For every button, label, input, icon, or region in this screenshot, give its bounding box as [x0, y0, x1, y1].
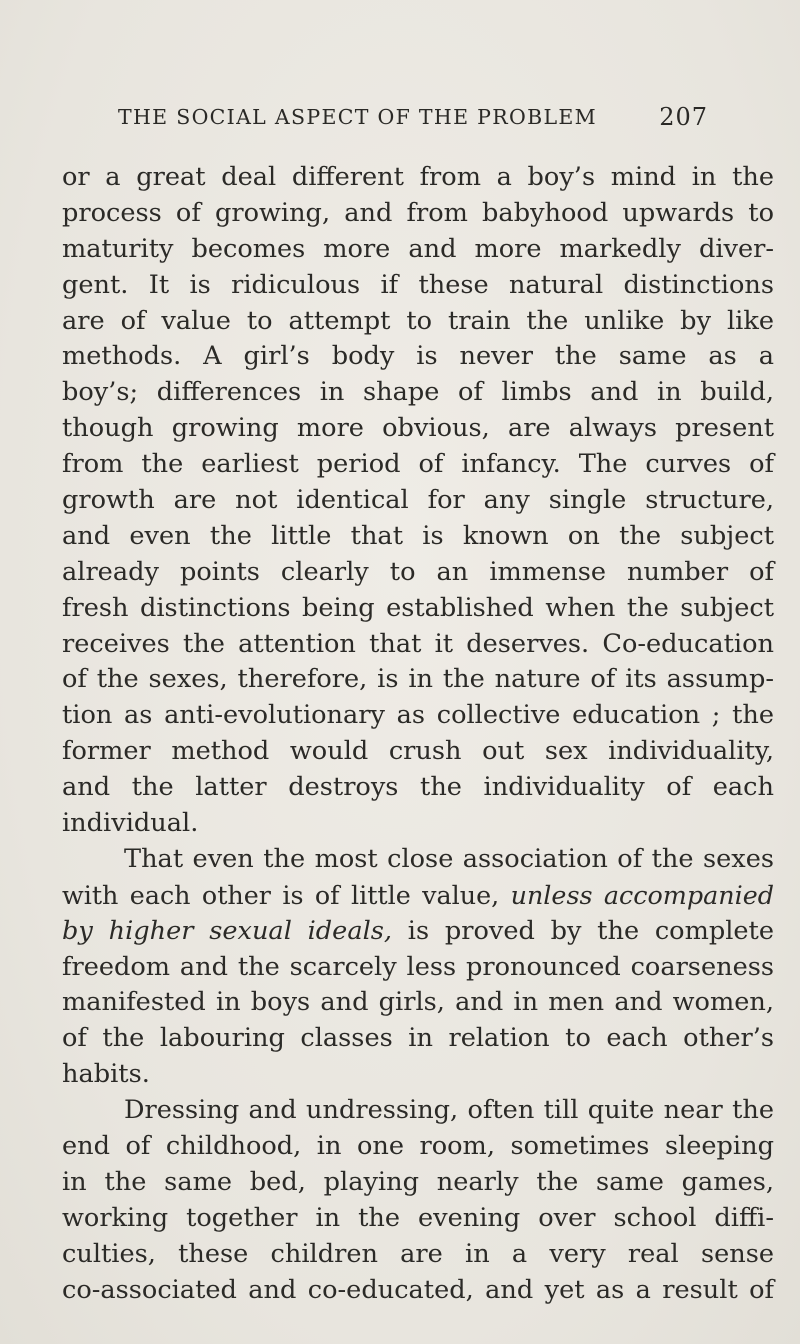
text-line: culties, these children are in a very real sense [62, 1238, 774, 1269]
text-line: freedom and the scarcely less pronounced coarseness [62, 951, 774, 982]
italic-emphasis: unless accompanied [510, 879, 774, 910]
text-line: growth are not identical for any single structure, [62, 485, 774, 516]
text-line [62, 914, 774, 950]
text-line: working together in the evening over school diffi- [62, 1202, 774, 1233]
running-head-title: THE SOCIAL ASPECT OF THE PROBLEM [118, 105, 597, 129]
text-segment: is proved by the complete [392, 915, 774, 946]
body-text [62, 160, 774, 1309]
text-line: methods. A girl’s body is never the same as a [62, 341, 774, 372]
italic-emphasis: by higher sexual ideals, [62, 915, 393, 946]
text-line: though growing more obvious, are always present [62, 413, 774, 444]
text-line: receives the attention that it deserves. Co-education [62, 628, 774, 659]
paragraph-start-line: That even the most close association of the sexes [124, 843, 774, 874]
text-line: boy’s; differences in shape of limbs and in build, [62, 377, 774, 408]
text-line: gent. It is ridiculous if these natural distinctions [62, 269, 774, 300]
paragraph-end-line: individual. [62, 808, 199, 839]
text-line: former method would crush out sex individuality, [62, 736, 774, 767]
text-line: or a great deal different from a boy’s mind in the [62, 162, 774, 192]
text-line: from the earliest period of infancy. The curves of [62, 449, 774, 480]
text-line: co-associated and co-educated, and yet as a result of [62, 1274, 774, 1305]
text-line: manifested in boys and girls, and in men and women, [62, 987, 774, 1018]
text-line: tion as anti-evolutionary as collective education ; the [62, 700, 774, 731]
text-line: and even the little that is known on the subject [62, 520, 774, 551]
paragraph-end-line: habits. [62, 1059, 150, 1090]
text-line [62, 878, 774, 914]
text-line: process of growing, and from babyhood upwards to [62, 197, 774, 228]
text-line: already points clearly to an immense number of [62, 556, 774, 587]
text-line: end of childhood, in one room, sometimes sleeping [62, 1131, 774, 1162]
paragraph-start-line: Dressing and undressing, often till quite near the [124, 1095, 774, 1126]
page-number: 207 [659, 103, 708, 131]
text-line: maturity becomes more and more markedly diver- [62, 233, 774, 264]
text-line: in the same bed, playing nearly the same games, [62, 1166, 774, 1197]
text-line: and the latter destroys the individuality of each [62, 772, 774, 803]
text-line: of the labouring classes in relation to each other’s [62, 1023, 774, 1054]
text-line: of the sexes, therefore, is in the nature of its assump- [62, 664, 774, 695]
running-head [118, 103, 708, 139]
text-line: are of value to attempt to train the unlike by like [62, 305, 774, 336]
text-segment: with each other is of little value, [62, 879, 511, 910]
text-line: fresh distinctions being established when the subject [62, 592, 774, 623]
